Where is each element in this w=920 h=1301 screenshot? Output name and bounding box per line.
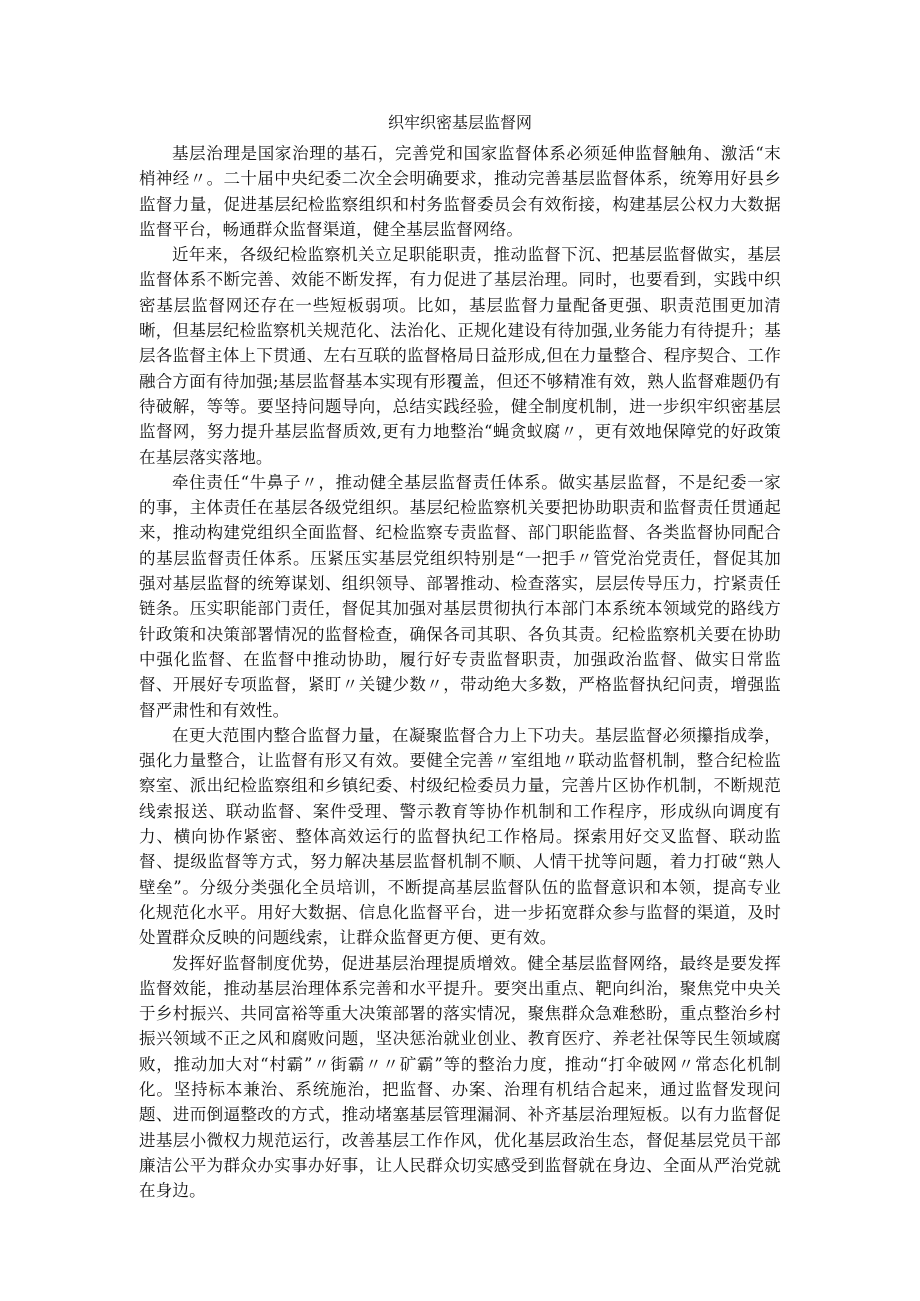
paragraph-5: 发挥好监督制度优势，促进基层治理提质增效。健全基层监督网络，最终是要发挥监督效能，推动基层治理体系完善和水平提升。要突出重点、靶向纠治，聚焦党中央关于乡村振兴、共同富裕等重大决策部署的落实情况，聚焦群众急难愁盼，重点整治乡村振兴领域不正之风和腐败问题，坚决惩治就业创业、教育医疗、养老社保等民生领域腐败，推动加大对“村霸”〃街霸〃〃矿霸”等的整治力度，推动“打伞破网〃常态化机制化。坚持标本兼治、系统施治，把监督、办案、治理有机结合起来，通过监督发现问题、进而倒逼整改的方式，推动堵塞基层管理漏洞、补齐基层治理短板。以有力监督促进基层小微权力规范运行，改善基层工作作风，优化基层政治生态，督促基层党员干部廉洁公平为群众办实事办好事，让人民群众切实感受到监督就在身边、全面从严治党就在身边。 bbox=[139, 953, 781, 1201]
document-page bbox=[139, 111, 781, 1203]
paragraph-4: 在更大范围内整合监督力量，在凝聚监督合力上下功夫。基层监督必须攥指成拳，强化力量整合，让监督有形又有效。要健全完善〃室组地〃联动监督机制，整合纪检监察室、派出纪检监察组和乡镇纪委、村级纪检委员力量，完善片区协作机制，不断规范线索报送、联动监督、案件受理、警示教育等协作机制和工作程序，形成纵向调度有力、横向协作紧密、整体高效运行的监督执纪工作格局。探索用好交叉监督、联动监督、提级监督等方式，努力解决基层监督机制不顺、人情干扰等问题，着力打破“熟人壁垒”。分级分类强化全员培训，不断提高基层监督队伍的监督意识和本领，提高专业化规范化水平。用好大数据、信息化监督平台，进一步拓宽群众参与监督的渠道，及时处置群众反映的问题线索，让群众监督更方便、更有效。 bbox=[139, 725, 781, 948]
paragraph-1: 基层治理是国家治理的基石，完善党和国家监督体系必须延伸监督触角、激活“末梢神经〃。二十届中央纪委二次全会明确要求，推动完善基层监督体系，统筹用好县乡监督力量，促进基层纪检监察组织和村务监督委员会有效衔接，构建基层公权力大数据监督平台，畅通群众监督渠道，健全基层监督网络。 bbox=[139, 144, 781, 239]
document-title: 织牢织密基层监督网 bbox=[387, 113, 532, 132]
paragraph-3: 牵住责任“牛鼻子〃，推动健全基层监督责任体系。做实基层监督，不是纪委一家的事，主体责任在基层各级党组织。基层纪检监察机关要把协助职责和监督责任贯通起来，推动构建党组织全面监督、纪检监察专责监督、部门职能监督、各类监督协同配合的基层监督责任体系。压紧压实基层党组织特别是“一把手〃管党治党责任，督促其加强对基层监督的统筹谋划、组织领导、部署推动、检查落实，层层传导压力，拧紧责任链条。压实职能部门责任，督促其加强对基层贯彻执行本部门本系统本领域党的路线方针政策和决策部署情况的监督检查，确保各司其职、各负其责。纪检监察机关要在协助中强化监督、在监督中推动协助，履行好专责监督职责，加强政治监督、做实日常监督、开展好专项监督，紧盯〃关键少数〃，带动绝大多数，严格监督执纪问责，增强监督严肃性和有效性。 bbox=[139, 472, 781, 720]
paragraph-2: 近年来，各级纪检监察机关立足职能职责，推动监督下沉、把基层监督做实，基层监督体系不断完善、效能不断发挥，有力促进了基层治理。同时，也要看到，实践中织密基层监督网还存在一些短板弱项。比如，基层监督力量配备更强、职责范围更加清晰，但基层纪检监察机关规范化、法治化、正规化建设有待加强,业务能力有待提升；基层各监督主体上下贯通、左右互联的监督格局日益形成,但在力量整合、程序契合、工作融合方面有待加强;基层监督基本实现有形覆盖，但还不够精准有效，熟人监督难题仍有待破解，等等。要坚持问题导向，总结实践经验，健全制度机制，进一步织牢织密基层监督网，努力提升基层监督质效,更有力地整治“蝇贪蚁腐〃，更有效地保障党的好政策在基层落实落地。 bbox=[139, 245, 781, 467]
